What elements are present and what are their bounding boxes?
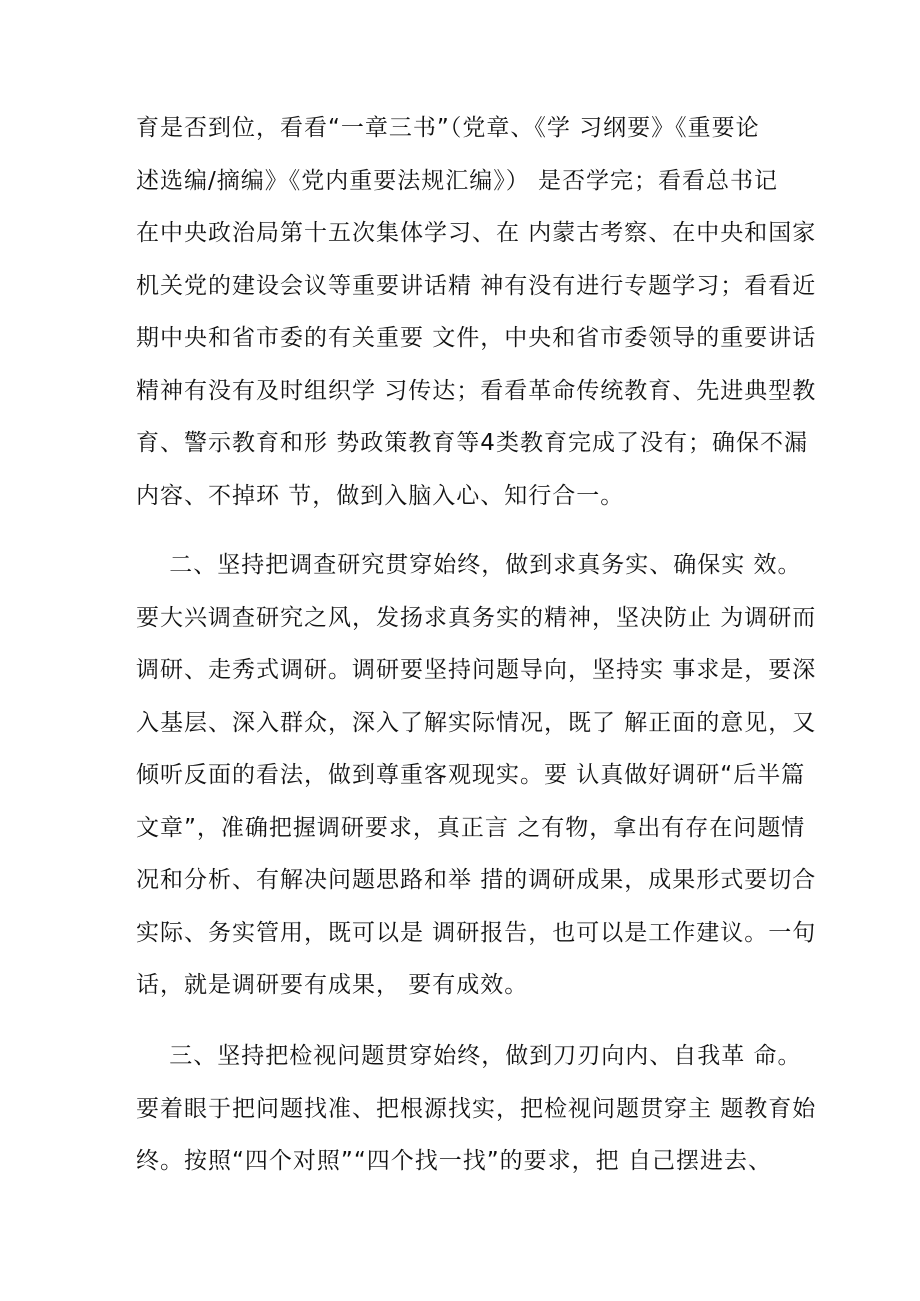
text-line: 文章”，准确把握调研要求，真正言 之有物，拿出有存在问题情: [136, 814, 806, 841]
text-line: 话，就是调研要有成果， 要有成效。: [136, 972, 529, 998]
text-line: 二、坚持把调查研究贯穿始终，做到求真务实、确保实 效。: [136, 552, 802, 578]
text-line: 育、警示教育和形 势政策教育等4类教育完成了没有；确保不漏: [136, 430, 808, 456]
text-line: 实际、务实管用，既可以是 调研报告，也可以是工作建议。一句: [136, 919, 817, 946]
paragraph-3: [136, 1030, 817, 1188]
text-line: 期中央和省市委的有关重要 文件，中央和省市委领导的重要讲话: [136, 325, 817, 351]
paragraph-1: [136, 102, 817, 522]
text-line: 倾听反面的看法，做到尊重客观现实。要 认真做好调研“后半篇: [136, 762, 806, 788]
text-line: 要着眼于把问题找准、把根源找实，把检视问题贯穿主 题教育始: [136, 1095, 817, 1122]
paragraph-2: [136, 539, 817, 1012]
text-line: 入基层、深入群众，深入了解实际情况，既了 解正面的意见，又: [136, 709, 817, 736]
text-line: 三、坚持把检视问题贯穿始终，做到刀刃向内、自我革 命。: [136, 1043, 802, 1069]
text-line: 内容、不掉环 节，做到入脑入心、知行合一。: [136, 482, 625, 509]
text-line: 调研、走秀式调研。调研要坚持问题导向，坚持实 事求是，要深: [136, 657, 817, 683]
text-line: 精神有没有及时组织学 习传达；看看革命传统教育、先进典型教: [136, 377, 817, 404]
text-line: 机关党的建设会议等重要讲话精 神有没有进行专题学习；看看近: [136, 272, 817, 299]
text-line: 在中央政治局第十五次集体学习、在 内蒙古考察、在中央和国家: [136, 220, 817, 246]
text-line: 述选编/摘编》《党内重要法规汇编》） 是否学完；看看总书记: [136, 167, 779, 194]
text-line: 育是否到位，看看“一章三书”（党章、《学 习纲要》《重要论: [136, 115, 760, 141]
text-line: 况和分析、有解决问题思路和举 措的调研成果，成果形式要切合: [136, 867, 817, 893]
text-line: 终。按照“四个对照”“四个找一找”的要求，把 自己摆进去、: [136, 1148, 772, 1174]
text-line: 要大兴调查研究之风，发扬求真务实的精神，坚决防止 为调研而: [136, 604, 817, 631]
